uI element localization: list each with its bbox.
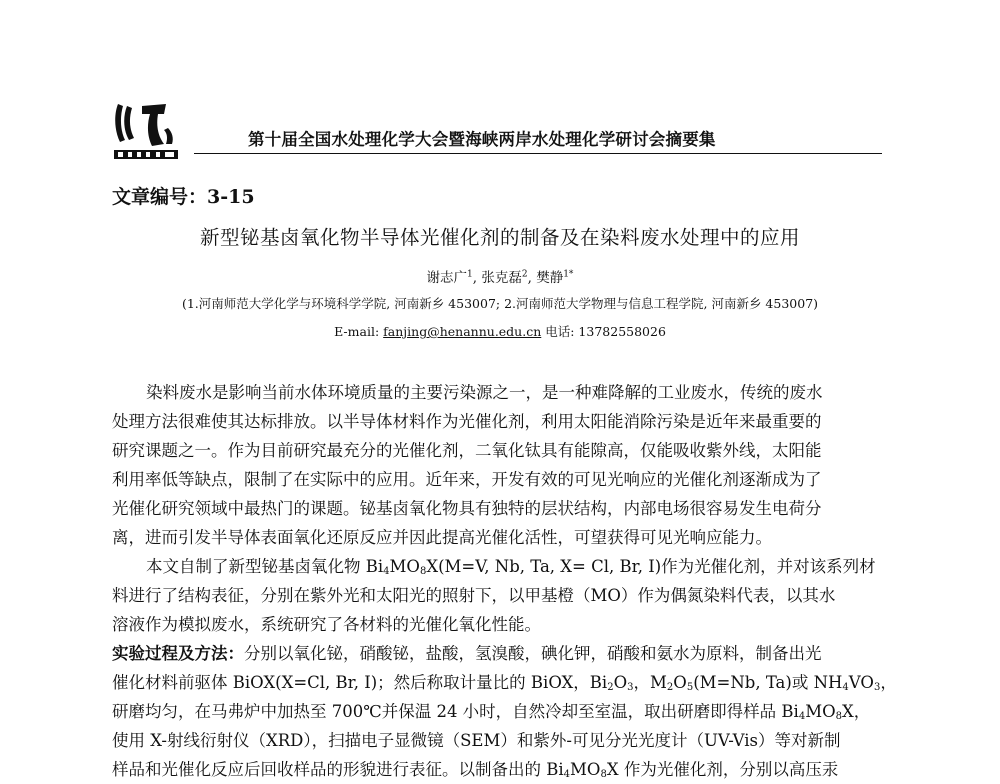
body-line: 利用率低等缺点，限制了在实际中的应用。近年来，开发有效的可见光响应的光催化剂逐渐成为了 [112,470,822,489]
header-divider [194,153,882,154]
contact-line [0,322,1000,340]
text-run: (M=Nb, Ta)或 NH [693,673,843,692]
text-run: ， [880,673,897,692]
text-run: 催化材料前驱体 BiOX(X=Cl, Br, I)；然后称取计量比的 BiOX，Bi [112,673,608,692]
conference-title: 第十届全国水处理化学大会暨海峡两岸水处理化学研讨会摘要集 [248,130,716,149]
subscript: 4 [383,566,390,577]
author-affiliation-mark: 2 [521,269,528,280]
subscript: 3 [627,682,634,693]
subscript: 8 [835,711,843,722]
text-run: MO [389,557,420,576]
text-run: ，M [633,673,667,692]
body-line: 处理方法很难使其达标排放。以半导体材料作为光催化剂，利用太阳能消除污染是近年来最重要的 [112,412,822,431]
subscript: 4 [842,682,849,693]
author-list: 谢志广$^1$, 张克磊$^2$, 樊静$^{1*}$ [426,269,574,286]
subscript: 2 [666,682,674,693]
author-affiliation-mark: 1* [563,269,574,280]
conference-logo-icon [112,100,192,168]
body-line [112,552,880,581]
body-line: 溶液作为模拟废水，系统研究了各材料的光催化氧化性能。 [112,615,541,634]
subscript: 8 [600,769,607,780]
text-run: 本文自制了新型铋基卤氧化物 Bi [146,557,384,576]
subscript: 4 [798,711,806,722]
email-link[interactable]: fanjing@henannu.edu.cn [383,324,542,339]
body-line: 使用 X-射线衍射仪（XRD），扫描电子显微镜（SEM）和紫外-可见分光光度计（UV-Vis）等对新制 [112,731,841,750]
paper-title: 新型铋基卤氧化物半导体光催化剂的制备及在染料废水处理中的应用 [199,226,800,249]
subscript: 4 [563,769,571,780]
body-line: 光催化研究领域中最热门的课题。铋基卤氧化物具有独特的层状结构，内部电场很容易发生电荷分 [112,499,822,518]
subscript: 5 [686,682,694,693]
body-line [112,697,880,726]
body-line [112,755,880,784]
subscript: 2 [607,682,614,693]
subscript: 3 [873,682,881,693]
body-line: 料进行了结构表征，分别在紫外光和太阳光的照射下，以甲基橙（MO）作为偶氮染料代表，以其水 [112,586,836,605]
text-run: 样品和光催化反应后回收样品的形貌进行表征。以制备出的 Bi [112,760,564,779]
body-line: 染料废水是影响当前水体环境质量的主要污染源之一，是一种难降解的工业废水，传统的废水 [146,383,823,402]
author-name: 张克磊 [481,270,522,286]
text-run: X(M=V, Nb, Ta, X= Cl, Br, I)作为光催化剂，并对该系列材 [426,557,876,576]
article-number: 文章编号：3-15 [112,186,255,208]
affiliations: (1.河南师范大学化学与环境科学学院, 河南新乡 453007; 2.河南师范大学物理与信息工程学院, 河南新乡 453007) [181,296,819,311]
page-header [112,100,882,168]
text-run: X 作为光催化剂，分别以高压汞 [606,760,839,779]
author-name: 谢志广 [426,270,468,286]
text-run: O [673,673,687,692]
section-label: 实验过程及方法： [112,644,244,663]
body-line [112,639,880,668]
email-label: E-mail: [334,324,380,339]
text-run: VO [848,673,874,692]
abstract-body [112,378,897,784]
author-affiliation-mark: 1 [467,269,473,280]
phone-number: 电话: 13782558026 [545,324,666,339]
text-run: O [613,673,628,692]
text-run: X， [842,702,871,721]
subscript: 8 [419,566,427,577]
body-line [112,668,897,697]
text-run: MO [570,760,601,779]
text-run: 研磨均匀，在马弗炉中加热至 700℃并保温 24 小时，自然冷却至室温，取出研磨即得样品 Bi [112,702,799,721]
text-run: 分别以氧化铋，硝酸铋，盐酸，氢溴酸，碘化钾，硝酸和氨水为原料，制备出光 [244,644,822,663]
text-run: MO [805,702,836,721]
body-line: 离，进而引发半导体表面氧化还原反应并因此提高光催化活性，可望获得可见光响应能力。 [112,528,772,547]
author-name: 樊静 [536,270,564,286]
body-line: 研究课题之一。作为目前研究最充分的光催化剂，二氧化钛具有能隙高，仅能吸收紫外线，太阳能 [112,441,822,460]
